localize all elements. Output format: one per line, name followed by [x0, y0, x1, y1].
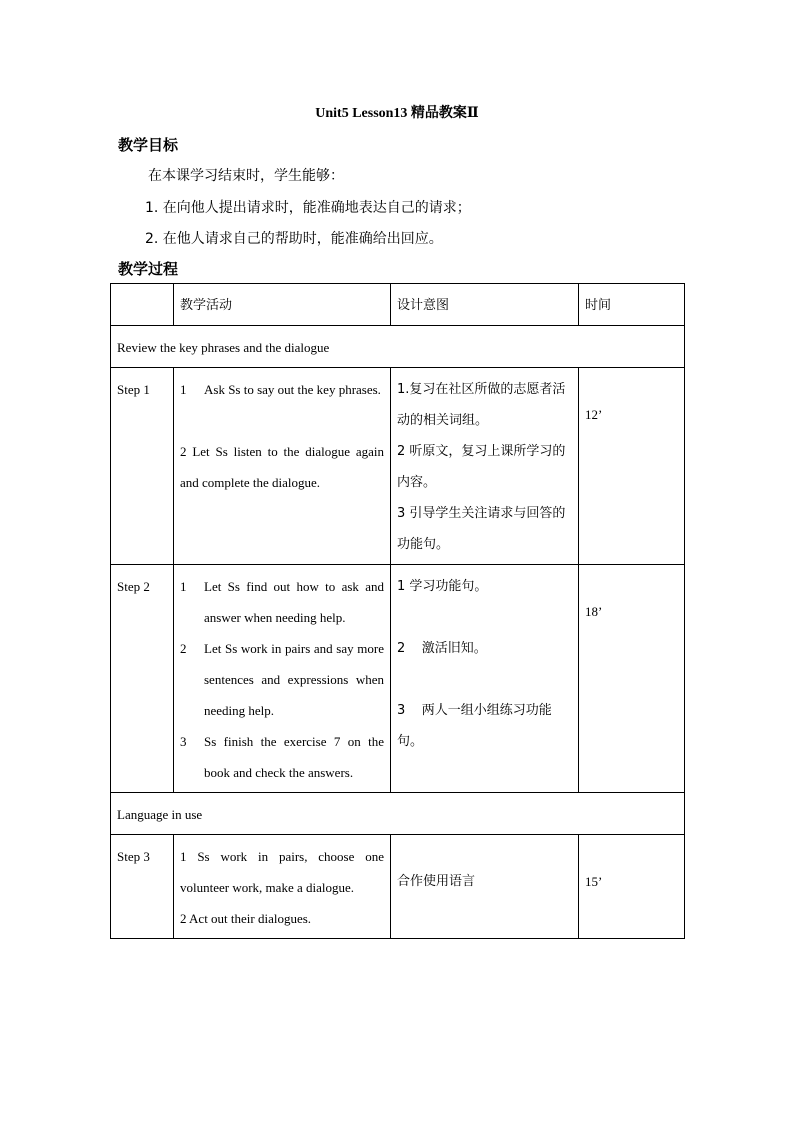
step2-intents: [391, 565, 579, 793]
step3-activities: [174, 835, 391, 939]
section-row-language: [111, 793, 685, 835]
step1-intents: [391, 368, 579, 565]
step2-activity-3: 3 Ss finish the exercise 7 on the book and check the answers.: [180, 734, 384, 780]
header-empty: [111, 284, 174, 326]
step3-activity-2: 2 Act out their dialogues.: [180, 911, 312, 926]
step2-activities: [174, 565, 391, 793]
header-time: 时间: [579, 284, 685, 326]
header-intent: 设计意图: [391, 284, 579, 326]
section-review-label: Review the key phrases and the dialogue: [111, 326, 685, 368]
objective-item-1: 1. 在向他人提出请求时，能准确地表达自己的请求；: [145, 200, 471, 216]
step1-intent-2: 2 听原文，复习上课所学习的内容。: [397, 444, 566, 490]
objectives-heading: 教学目标: [118, 136, 179, 154]
lesson-process-table: [110, 283, 685, 939]
step1-intent-1: 1.复习在社区所做的志愿者活动的相关词组。: [397, 382, 566, 428]
table-row-step2: [111, 565, 685, 793]
step2-activity-1: 1 Let Ss find out how to ask and answer when needing help.: [180, 579, 384, 625]
step1-label: Step 1: [111, 368, 174, 565]
step1-activity-1: 1 Ask Ss to say out the key phrases.: [180, 382, 381, 397]
section-row-review: [111, 326, 685, 368]
step2-label: Step 2: [111, 565, 174, 793]
section-language-label: Language in use: [111, 793, 685, 835]
table-row-step1: [111, 368, 685, 565]
table-row-step3: [111, 835, 685, 939]
step3-time: 15’: [579, 835, 685, 939]
process-heading: 教学过程: [118, 260, 179, 278]
header-activity: 教学活动: [174, 284, 391, 326]
step1-activity-2: 2 Let Ss listen to the dialogue again and complete the dialogue.: [180, 444, 384, 490]
step2-intent-2: 2 激活旧知。: [397, 641, 487, 656]
step1-intent-3: 3 引导学生关注请求与回答的功能句。: [397, 506, 566, 552]
table-header-row: [111, 284, 685, 326]
objective-item-2: 2. 在他人请求自己的帮助时，能准确给出回应。: [145, 231, 443, 247]
step3-intent: 合作使用语言: [391, 835, 579, 939]
document-title: Unit5 Lesson13 精品教案Ⅱ: [315, 106, 479, 121]
step1-time: 12’: [579, 368, 685, 565]
step3-label: Step 3: [111, 835, 174, 939]
step3-activity-1: 1 Ss work in pairs, choose one volunteer work, make a dialogue.: [180, 849, 384, 895]
step2-time: 18’: [579, 565, 685, 793]
step2-activity-2: 2 Let Ss work in pairs and say more sentences and expressions when needing help.: [180, 641, 384, 718]
objectives-intro: 在本课学习结束时，学生能够：: [148, 168, 344, 184]
step2-intent-3: 3 两人一组小组练习功能句。: [397, 703, 552, 749]
step2-intent-1: 1 学习功能句。: [397, 579, 488, 594]
step1-activities: [174, 368, 391, 565]
